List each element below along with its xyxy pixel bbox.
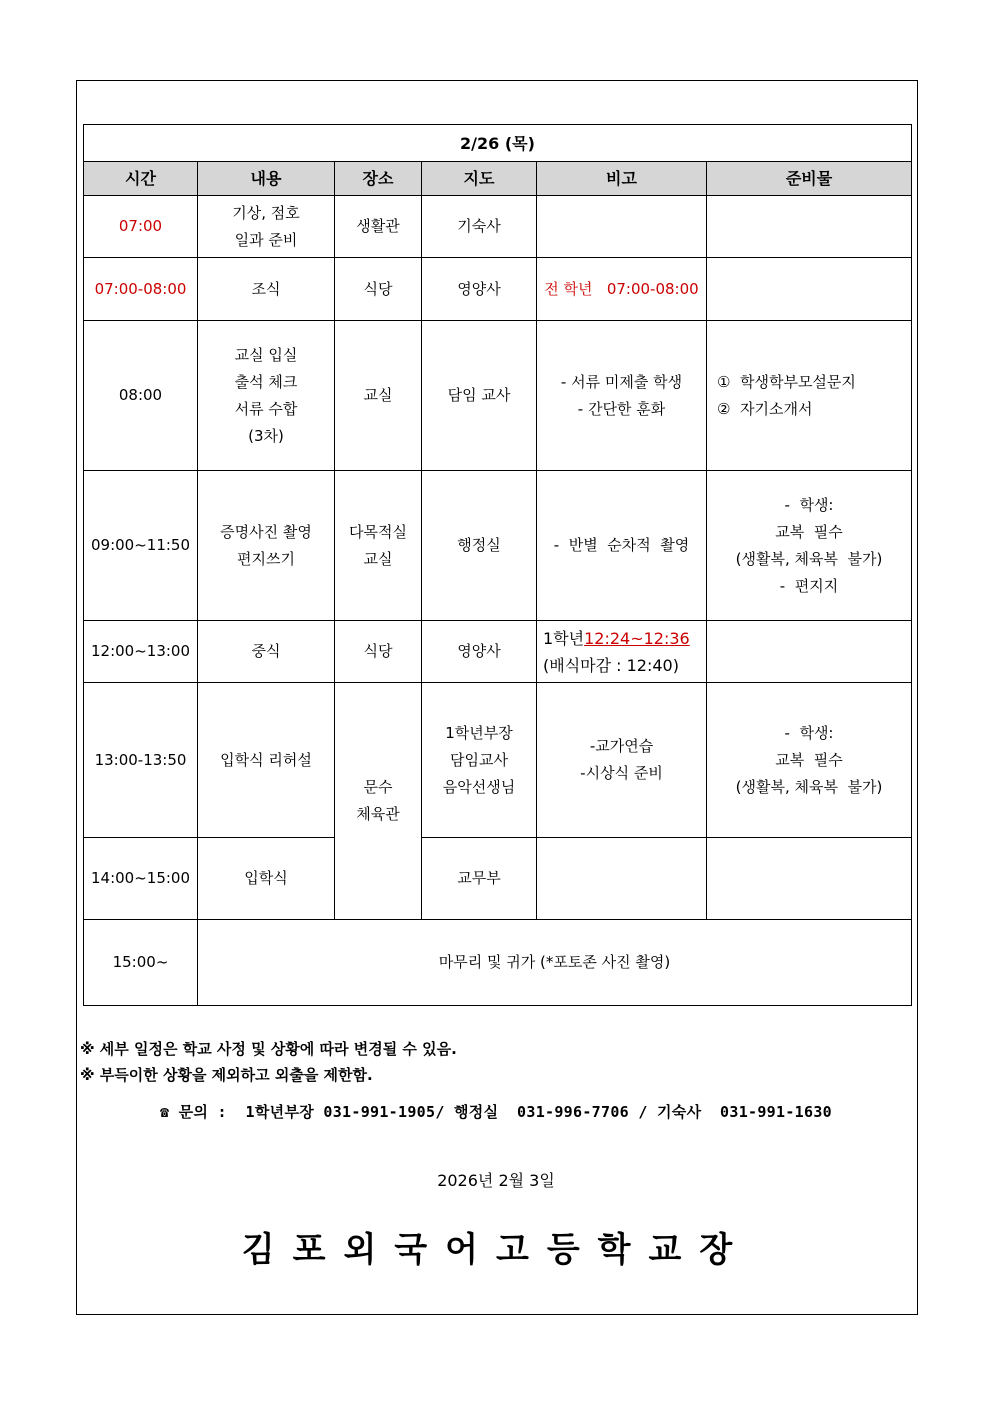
prep-cell: [707, 196, 912, 258]
content-cell: 조식: [198, 258, 335, 321]
notice-block: [80, 1036, 457, 1088]
school-signature: 김포외국어고등학교장: [241, 1230, 751, 1270]
prep-cell: [707, 321, 912, 471]
col-header-time: 시간: [84, 162, 198, 196]
place-line: 문수: [363, 778, 393, 796]
place-line: 다목적실: [349, 522, 407, 541]
content-cell: [198, 321, 335, 471]
note-line: -시상식 준비: [580, 764, 663, 782]
lunch-time: 12:24~12:36: [584, 628, 690, 648]
prep-line: - 학생:: [784, 723, 834, 742]
place-line: 교실: [363, 549, 393, 568]
time-cell: 13:00-13:50: [84, 683, 198, 838]
content-cell: [198, 196, 335, 258]
col-header-content: 내용: [198, 162, 335, 196]
note-cell: [537, 321, 707, 471]
prep-line: (생활복, 체육복 불가): [735, 777, 883, 796]
table-row: [84, 838, 912, 920]
col-header-place: 장소: [335, 162, 422, 196]
prep-cell: [707, 471, 912, 621]
place-cell: 식당: [335, 621, 422, 683]
schedule-table: [83, 124, 912, 1006]
prep-line: ① 학생학부모설문지: [717, 372, 856, 391]
prep-line: - 편지지: [779, 576, 839, 595]
note-line: -교가연습: [589, 737, 654, 755]
content-cell: 입학식 리허설: [198, 683, 335, 838]
time-cell: 15:00~: [84, 920, 198, 1006]
time-cell: 07:00: [84, 196, 198, 258]
content-line: (3차): [248, 426, 284, 445]
note-cell: - 반별 순차적 촬영: [537, 471, 707, 621]
place-cell: [335, 683, 422, 920]
prep-line: ② 자기소개서: [717, 399, 813, 418]
notice-line: ※ 세부 일정은 학교 사정 및 상황에 따라 변경될 수 있음.: [80, 1040, 457, 1058]
table-row: [84, 920, 912, 1006]
content-line: 출석 체크: [234, 372, 298, 391]
prep-cell: [707, 621, 912, 683]
content-line: 일과 준비: [234, 230, 298, 249]
note-line: - 간단한 훈화: [577, 399, 666, 418]
content-line: 기상, 점호: [232, 203, 300, 222]
place-cell: 교실: [335, 321, 422, 471]
content-line: 교실 입실: [234, 345, 298, 364]
prep-line: (생활복, 체육복 불가): [735, 549, 883, 568]
prep-line: - 학생:: [784, 495, 834, 514]
guide-line: 음악선생님: [442, 777, 516, 796]
guide-line: 1학년부장: [445, 723, 513, 742]
guide-cell: 교무부: [422, 838, 537, 920]
table-row: [84, 321, 912, 471]
content-cell: 입학식: [198, 838, 335, 920]
prep-line: 교복 필수: [775, 750, 843, 769]
note-line: (배식마감 : 12:40): [543, 655, 679, 675]
content-line: 편지쓰기: [237, 549, 295, 568]
note-prefix: 1학년: [543, 628, 585, 648]
col-header-prep: 준비물: [707, 162, 912, 196]
prep-line: 교복 필수: [775, 522, 843, 541]
table-row: [84, 258, 912, 321]
col-header-note: 비고: [537, 162, 707, 196]
notice-line: ※ 부득이한 상황을 제외하고 외출을 제한함.: [80, 1066, 373, 1084]
guide-cell: 담임 교사: [422, 321, 537, 471]
time-cell: 12:00~13:00: [84, 621, 198, 683]
time-cell: 14:00~15:00: [84, 838, 198, 920]
note-cell: [537, 683, 707, 838]
merged-cell: 마무리 및 귀가 (*포토존 사진 촬영): [198, 920, 912, 1006]
note-cell: [537, 196, 707, 258]
prep-cell: [707, 258, 912, 321]
guide-cell: 영양사: [422, 258, 537, 321]
guide-cell: 기숙사: [422, 196, 537, 258]
note-cell: 전 학년 07:00-08:00: [537, 258, 707, 321]
place-cell: [335, 471, 422, 621]
place-line: 체육관: [356, 805, 400, 823]
note-line: [543, 625, 702, 652]
prep-cell: [707, 683, 912, 838]
table-row: [84, 471, 912, 621]
guide-line: 담임교사: [450, 750, 508, 769]
content-cell: [198, 471, 335, 621]
time-cell: 08:00: [84, 321, 198, 471]
date-header: 2/26 (목): [84, 125, 912, 162]
time-cell: 07:00-08:00: [84, 258, 198, 321]
prep-cell: [707, 838, 912, 920]
guide-cell: 영양사: [422, 621, 537, 683]
content-cell: 중식: [198, 621, 335, 683]
guide-cell: [422, 683, 537, 838]
table-row: [84, 196, 912, 258]
issue-date: 2026년 2월 3일: [437, 1171, 555, 1190]
guide-cell: 행정실: [422, 471, 537, 621]
content-line: 증명사진 촬영: [220, 522, 312, 541]
content-line: 서류 수합: [234, 399, 298, 418]
place-cell: 식당: [335, 258, 422, 321]
table-row: [84, 621, 912, 683]
note-cell: [537, 621, 707, 683]
table-row: [84, 683, 912, 838]
time-cell: 09:00~11:50: [84, 471, 198, 621]
col-header-guide: 지도: [422, 162, 537, 196]
contact-line: ☎ 문의 : 1학년부장 031-991-1905/ 행정실 031-996-7706 / 기숙사 031-991-1630: [159, 1103, 832, 1121]
note-cell: [537, 838, 707, 920]
note-line: - 서류 미제출 학생: [560, 372, 683, 391]
place-cell: 생활관: [335, 196, 422, 258]
